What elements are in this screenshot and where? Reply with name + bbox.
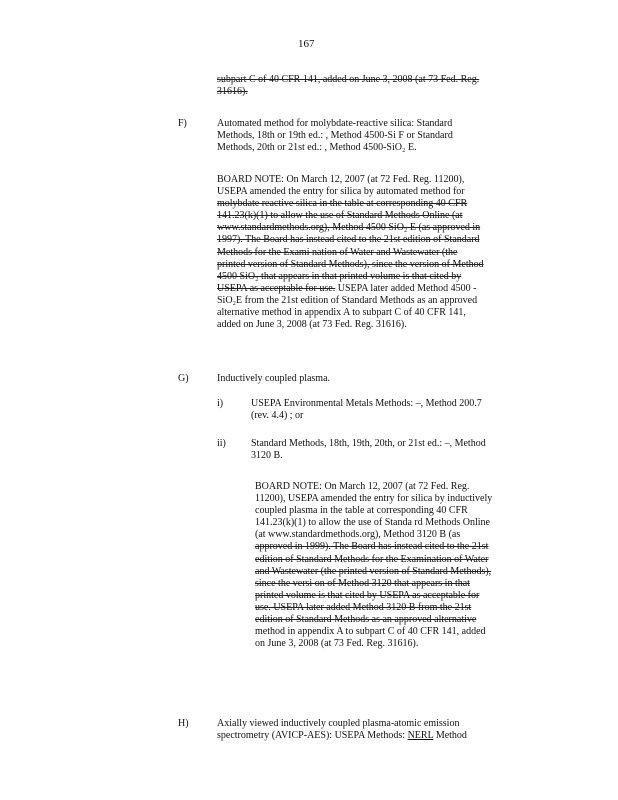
text-line	[217, 283, 537, 295]
item-label-h: H)	[178, 718, 189, 729]
item-label-g: G)	[178, 373, 189, 384]
item-f-text	[217, 118, 500, 154]
underlined-text: NERL	[407, 730, 434, 742]
text-line: 11200), USEPA amended the entry for silica by inductively	[255, 493, 493, 505]
text-line: USEPA Environmental Metals Methods: –, Method 200.7	[251, 398, 482, 409]
text-line: www.standardmethods.org), Method 4500 SiO₂ E (as approved in	[217, 222, 481, 234]
item-g-heading: Inductively coupled plasma.	[217, 373, 331, 384]
text-line: use. USEPA later added Method 3120 B from the 21st	[255, 601, 472, 613]
subitem-label-i: i)	[217, 398, 224, 409]
text-line: coupled plasma in the table at corresponding 40 CFR	[255, 505, 468, 517]
text-line: since the versi on of Method 3120 that appears in that	[255, 577, 470, 589]
text-line: Axially viewed inductively coupled plasma-atomic emission	[217, 718, 460, 729]
text-line: 31616).	[217, 86, 248, 98]
item-h-text	[217, 718, 537, 742]
text-line: SiO₂E from the 21st edition of Standard Methods as an approved	[217, 294, 478, 306]
text-line: Automated method for molybdate-reactive silica: Standard	[217, 118, 453, 129]
text-line: 141.23(k)(1) to allow the use of Standard Methods Online (at	[217, 210, 463, 222]
subitem-ii-text	[251, 438, 541, 462]
board-note-g	[255, 481, 540, 650]
text-line: Methods for the Exami nation of Water and Wastewater (the	[217, 246, 458, 258]
text-line: on June 3, 2008 (at 73 Fed. Reg. 31616).	[255, 638, 419, 650]
text-line: Standard Methods, 18th, 19th, 20th, or 21st ed.: –, Method	[251, 438, 486, 449]
text-line: Methods, 20th or 21st ed.: , Method 4500-SiO₂ E.	[217, 142, 417, 154]
struck-text: USEPA as acceptable for use.	[217, 282, 336, 294]
text-line: alternative method in appendix A to subpart C of 40 CFR 141,	[217, 307, 466, 319]
text-line: printed version of Standard Methods), since the version of Method	[217, 258, 484, 270]
text-line: BOARD NOTE: On March 12, 2007 (at 72 Fed. Reg.	[255, 481, 470, 492]
subitem-label-ii: ii)	[217, 438, 226, 449]
plain-text: spectrometry (AVICP-AES): USEPA Methods:	[217, 730, 408, 742]
text-line: added on June 3, 2008 (at 73 Fed. Reg. 31616).	[217, 319, 407, 331]
plain-text: USEPA later added Method 4500 -	[335, 282, 477, 294]
text-line: Methods, 18th or 19th ed.: , Method 4500-Si F or Standard	[217, 130, 453, 142]
text-line	[255, 541, 540, 553]
text-line: 3120 B.	[251, 450, 283, 462]
top-continuation	[217, 74, 537, 98]
text-line: molybdate reactive silica in the table at corresponding 40 CFR	[217, 198, 468, 210]
text-line: method in appendix A to subpart C of 40 CFR 141, added	[255, 626, 486, 638]
text-line: USEPA amended the entry for silica by automated method for	[217, 186, 465, 198]
text-line: 1997). The Board has instead cited to the 21st edition of Standard	[217, 234, 480, 246]
text-line: BOARD NOTE: On March 12, 2007 (at 72 Fed. Reg. 11200),	[217, 174, 465, 185]
text-line: (rev. 4.4) ; or	[251, 410, 304, 422]
page-number: 167	[298, 38, 315, 50]
text-line: subpart C of 40 CFR 141, added on June 3, 2008 (at 73 Fed. Reg.	[217, 74, 480, 85]
text-line: 141.23(k)(1) to allow the use of Standa rd Methods Online	[255, 517, 490, 529]
item-label-f: F)	[178, 118, 187, 129]
subitem-i-text	[251, 398, 541, 422]
text-line: 4500 SiO₂ that appears in that printed volume is that cited by	[217, 270, 462, 282]
text-line	[217, 730, 537, 742]
text-line: and Wastewater (the printed version of Standard Methods),	[255, 565, 492, 577]
struck-text: The Board has instead cited to the 21st	[330, 541, 489, 553]
text-line: edition of Standard Methods as an approved alternative	[255, 614, 477, 626]
struck-text: approved in 1999).	[255, 541, 331, 553]
text-line: (at www.standardmethods.org), Method 3120 B (as	[255, 529, 461, 541]
plain-text: Method	[433, 730, 467, 742]
text-line: printed volume is that cited by USEPA as acceptable for	[255, 589, 480, 601]
board-note-f	[217, 174, 537, 331]
text-line: edition of Standard Methods for the Examination of Water	[255, 553, 489, 565]
